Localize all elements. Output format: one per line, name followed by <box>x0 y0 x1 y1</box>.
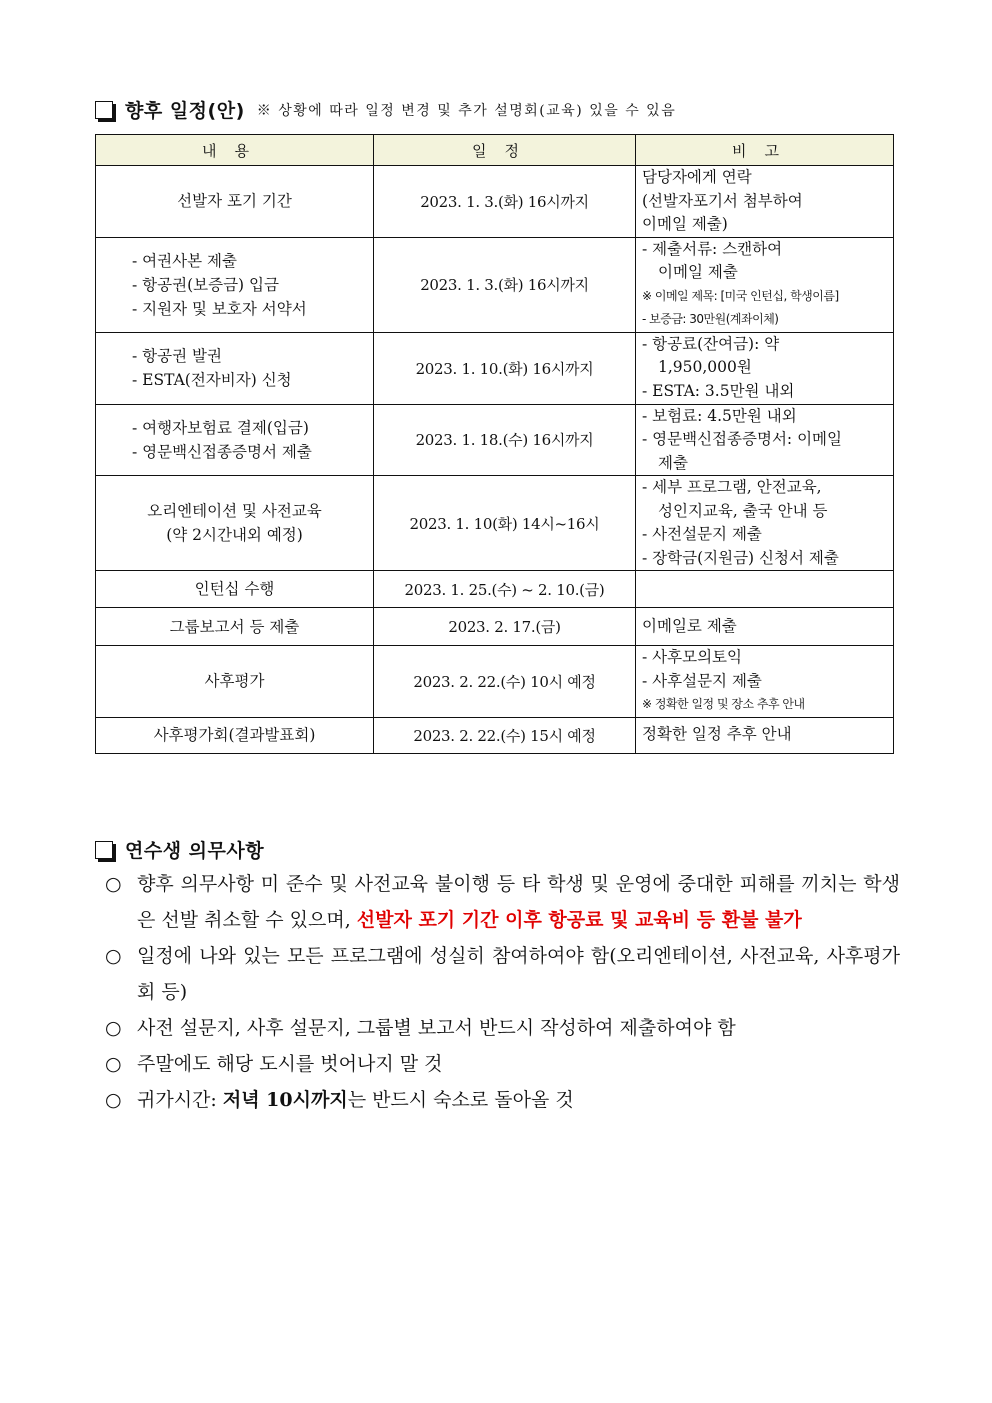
checkbox-square-icon <box>95 101 113 119</box>
note-line: - 세부 프로그램, 안전교육, <box>642 478 822 496</box>
content-line: 사후평가 <box>204 672 265 691</box>
note-line: 1,950,000원 <box>658 358 752 377</box>
row-notes <box>636 646 894 718</box>
duty-text-part: 는 반드시 숙소로 돌아올 것 <box>347 1089 574 1111</box>
row-date: 2023. 2. 22.(수) 15시 예정 <box>374 717 636 753</box>
content-line: - 여행자보험료 결제(입금) <box>132 418 309 437</box>
list-item <box>105 938 900 1010</box>
table-row <box>96 646 894 718</box>
content-line: - 여권사본 제출 <box>132 251 237 270</box>
note-line: 정확한 일정 추후 안내 <box>642 725 792 744</box>
note-line: - 사후설문지 제출 <box>642 671 762 690</box>
table-row <box>96 571 894 608</box>
duty-bold: 저녁 10시까지 <box>222 1089 348 1111</box>
circle-bullet-icon: ○ <box>105 1053 122 1075</box>
row-notes <box>636 404 894 476</box>
duty-text: 주말에도 해당 도시를 벗어나지 말 것 <box>137 1053 443 1075</box>
note-line: 이메일로 제출 <box>642 616 737 635</box>
checkbox-square-icon <box>95 841 113 859</box>
row-content <box>96 237 374 332</box>
duty-emphasis: 선발자 포기 기간 이후 항공료 및 교육비 등 환불 불가 <box>356 909 802 931</box>
duty-text <box>137 1082 900 1118</box>
note-line: - 사전설문지 제출 <box>642 525 762 543</box>
content-line: 그룹보고서 등 제출 <box>169 617 300 636</box>
row-date: 2023. 1. 10(화) 14시~16시 <box>374 476 636 571</box>
circle-bullet-icon: ○ <box>105 1017 122 1039</box>
table-row <box>96 608 894 646</box>
note-line: 이메일 제출) <box>642 215 728 233</box>
row-notes <box>636 476 894 571</box>
row-notes <box>636 571 894 608</box>
duties-list <box>105 866 900 1118</box>
row-content <box>96 404 374 476</box>
content-line: - 항공권 발권 <box>132 347 222 365</box>
schedule-note: ※ 상황에 따라 일정 변경 및 추가 설명회(교육) 있을 수 있음 <box>256 102 677 119</box>
schedule-title: 향후 일정(안) <box>125 100 245 122</box>
row-notes <box>636 717 894 753</box>
note-line: 담당자에게 연락 <box>642 168 752 186</box>
table-row <box>96 404 894 476</box>
row-date: 2023. 1. 25.(수) ~ 2. 10.(금) <box>374 571 636 608</box>
note-line: - 영문백신접종증명서: 이메일 <box>642 430 842 448</box>
table-header-row <box>96 135 894 166</box>
circle-bullet-icon: ○ <box>105 1089 122 1111</box>
row-date: 2023. 1. 3.(화) 16시까지 <box>374 237 636 332</box>
note-line: (선발자포기서 첨부하여 <box>642 191 803 210</box>
row-notes <box>636 332 894 404</box>
table-row <box>96 237 894 332</box>
row-date: 2023. 1. 18.(수) 16시까지 <box>374 404 636 476</box>
list-item <box>105 1010 900 1046</box>
row-content <box>96 332 374 404</box>
header-notes: 비고 <box>636 135 894 166</box>
note-line: - 항공료(잔여금): 약 <box>642 334 780 353</box>
header-date: 일정 <box>374 135 636 166</box>
row-content <box>96 166 374 238</box>
note-line: - 보험료: 4.5만원 내외 <box>642 406 797 425</box>
duties-title: 연수생 의무사항 <box>125 840 265 862</box>
table-row <box>96 717 894 753</box>
list-item <box>105 1046 900 1082</box>
list-item <box>105 866 900 938</box>
row-date: 2023. 1. 10.(화) 16시까지 <box>374 332 636 404</box>
duty-text-part: 향후 의무사항 미 준수 및 사전교육 불이행 등 타 학생 및 운영에 중대한 피해를 끼치는 학생은 선발 취소할 수 있으며, <box>137 873 900 931</box>
row-content <box>96 717 374 753</box>
note-line: ※ 정확한 일정 및 장소 추후 안내 <box>642 697 805 711</box>
duties-section-heading <box>95 836 264 863</box>
table-row <box>96 332 894 404</box>
row-notes <box>636 608 894 646</box>
circle-bullet-icon: ○ <box>105 945 122 967</box>
note-line: 제출 <box>658 453 688 472</box>
duty-text-part: 귀가시간: <box>137 1089 223 1111</box>
schedule-section-heading <box>95 96 676 123</box>
row-notes <box>636 166 894 238</box>
note-line: - 제출서류: 스캔하여 <box>642 239 783 258</box>
content-line: 선발자 포기 기간 <box>177 192 292 211</box>
note-line: - 장학금(지원금) 신청서 제출 <box>642 548 839 567</box>
content-line: - 지원자 및 보호자 서약서 <box>132 299 307 318</box>
table-row <box>96 476 894 571</box>
row-content <box>96 571 374 608</box>
note-line: 성인지교육, 출국 안내 등 <box>658 501 828 520</box>
header-content: 내용 <box>96 135 374 166</box>
note-line: ※ 이메일 제목: [미국 인턴십, 학생이름] <box>642 288 839 303</box>
content-line: 오리엔테이션 및 사전교육 <box>147 502 322 520</box>
note-line: - 보증금: 30만원(계좌이체) <box>642 312 779 326</box>
content-line: 인턴십 수행 <box>194 580 275 598</box>
row-date: 2023. 2. 17.(금) <box>374 608 636 646</box>
content-line: - 영문백신접종증명서 제출 <box>132 442 312 461</box>
row-content <box>96 476 374 571</box>
row-date: 2023. 2. 22.(수) 10시 예정 <box>374 646 636 718</box>
content-line: - ESTA(전자비자) 신청 <box>132 371 292 389</box>
content-line: - 항공권(보증금) 입금 <box>132 275 279 294</box>
list-item <box>105 1082 900 1118</box>
note-line: 이메일 제출 <box>658 263 738 281</box>
duty-text <box>137 866 900 938</box>
circle-bullet-icon: ○ <box>105 873 122 895</box>
content-line: 사후평가회(결과발표회) <box>153 726 316 744</box>
duty-text: 일정에 나와 있는 모든 프로그램에 성실히 참여하여야 함(오리엔테이션, 사전교육, 사후평가회 등) <box>137 945 900 1003</box>
note-line: - 사후모의토익 <box>642 648 743 666</box>
row-content <box>96 608 374 646</box>
row-content <box>96 646 374 718</box>
duty-text: 사전 설문지, 사후 설문지, 그룹별 보고서 반드시 작성하여 제출하여야 함 <box>137 1017 736 1039</box>
table-row <box>96 166 894 238</box>
row-date: 2023. 1. 3.(화) 16시까지 <box>374 166 636 238</box>
content-line: (약 2시간내외 예정) <box>166 526 303 544</box>
row-notes <box>636 237 894 332</box>
note-line: - ESTA: 3.5만원 내외 <box>642 381 795 400</box>
schedule-table <box>95 134 894 754</box>
